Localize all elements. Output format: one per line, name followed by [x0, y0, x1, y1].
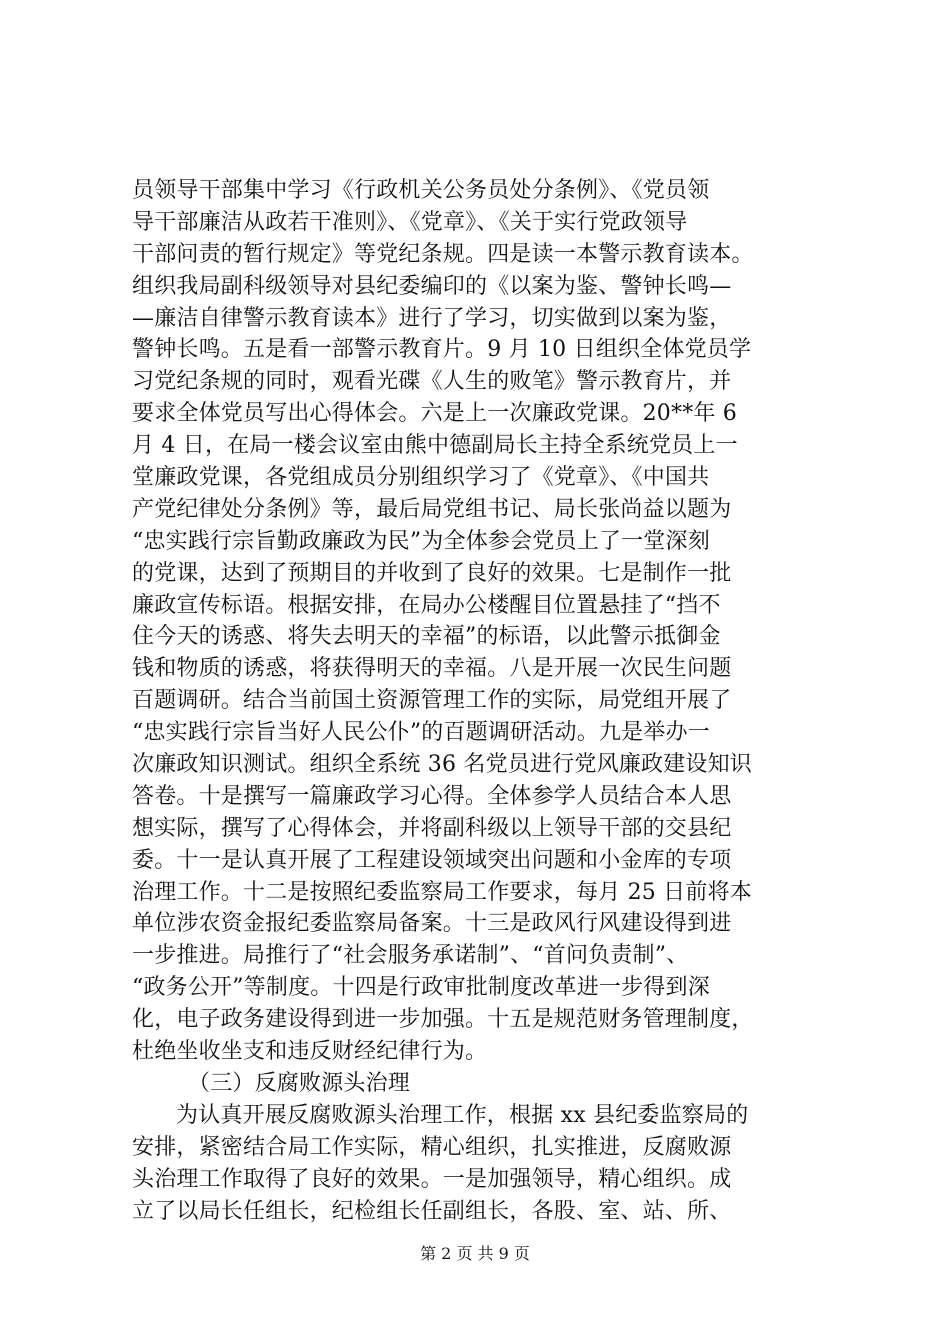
text-line: 委。十一是认真开展了工程建设领域突出问题和小金库的专项: [132, 847, 732, 873]
section-paragraph-first-line: 为认真开展反腐败源头治理工作，根据 xx 县纪委监察局的: [176, 1102, 749, 1128]
text-line: 干部问责的暂行规定》等党纪条规。四是读一本警示教育读本。: [132, 241, 754, 267]
text-line: 钱和物质的诱惑，将获得明天的幸福。八是开展一次民生问题: [132, 656, 732, 682]
text-line: —廉洁自律警示教育读本》进行了学习，切实做到以案为鉴，: [132, 305, 732, 331]
text-line: 要求全体党员写出心得体会。六是上一次廉政党课。20**年 6: [132, 401, 737, 427]
text-line: 安排，紧密结合局工作实际，精心组织，扎实推进，反腐败源: [132, 1134, 732, 1160]
page-footer: [0, 1243, 950, 1265]
text-line: 一步推进。局推行了“社会服务承诺制”、“首问负责制”、: [132, 943, 689, 969]
text-line: 杜绝坐收坐支和违反财经纪律行为。: [132, 1039, 488, 1065]
text-line: 廉政宣传标语。根据安排，在局办公楼醒目位置悬挂了“挡不: [132, 592, 721, 618]
document-body: [132, 175, 832, 1227]
text-line: 月 4 日，在局一楼会议室由熊中德副局长主持全系统党员上一: [132, 433, 738, 459]
text-line: 住今天的诱惑、将失去明天的幸福”的标语，以此警示抵御金: [132, 624, 721, 650]
text-line: 员领导干部集中学习《行政机关公务员处分条例》、《党员领: [132, 178, 710, 203]
text-line: 的党课，达到了预期目的并收到了良好的效果。七是制作一批: [132, 560, 732, 586]
text-line: 百题调研。结合当前国土资源管理工作的实际，局党组开展了: [132, 688, 732, 714]
text-line: “忠实践行宗旨勤政廉政为民”为全体参会党员上了一堂深刻: [132, 528, 710, 554]
text-line: 习党纪条规的同时，观看光碟《人生的败笔》警示教育片，并: [132, 369, 732, 395]
text-line: 组织我局副科级领导对县纪委编印的《以案为鉴、警钟长鸣—: [132, 273, 732, 299]
page-number: 第 2 页 共 9 页: [420, 1244, 530, 1263]
section-heading: （三）反腐败源头治理: [188, 1070, 411, 1096]
text-line: “政务公开”等制度。十四是行政审批制度改革进一步得到深: [132, 975, 710, 1001]
text-line: 产党纪律处分条例》等，最后局党组书记、局长张尚益以题为: [132, 496, 732, 522]
text-line: “忠实践行宗旨当好人民公仆”的百题调研活动。九是举办一: [132, 720, 710, 746]
text-line: 立了以局长任组长，纪检组长任副组长，各股、室、站、所、: [132, 1198, 732, 1224]
text-line: 想实际，撰写了心得体会，并将副科级以上领导干部的交县纪: [132, 815, 732, 841]
text-line: 堂廉政党课，各党组成员分别组织学习了《党章》、《中国共: [132, 465, 710, 491]
text-line: 治理工作。十二是按照纪委监察局工作要求，每月 25 日前将本: [132, 879, 752, 905]
text-line: 化，电子政务建设得到进一步加强。十五是规范财务管理制度，: [132, 1007, 754, 1033]
text-line: 导干部廉洁从政若干准则》、《党章》、《关于实行党政领导: [132, 209, 688, 235]
text-line: 次廉政知识测试。组织全系统 36 名党员进行党风廉政建设知识: [132, 752, 752, 778]
text-line: 单位涉农资金报纪委监察局备案。十三是政风行风建设得到进: [132, 911, 732, 937]
text-line: 警钟长鸣。五是看一部警示教育片。9 月 10 日组织全体党员学: [132, 337, 752, 363]
text-line: 答卷。十是撰写一篇廉政学习心得。全体参学人员结合本人思: [132, 783, 732, 809]
text-line: 头治理工作取得了良好的效果。一是加强领导，精心组织。成: [132, 1166, 732, 1192]
